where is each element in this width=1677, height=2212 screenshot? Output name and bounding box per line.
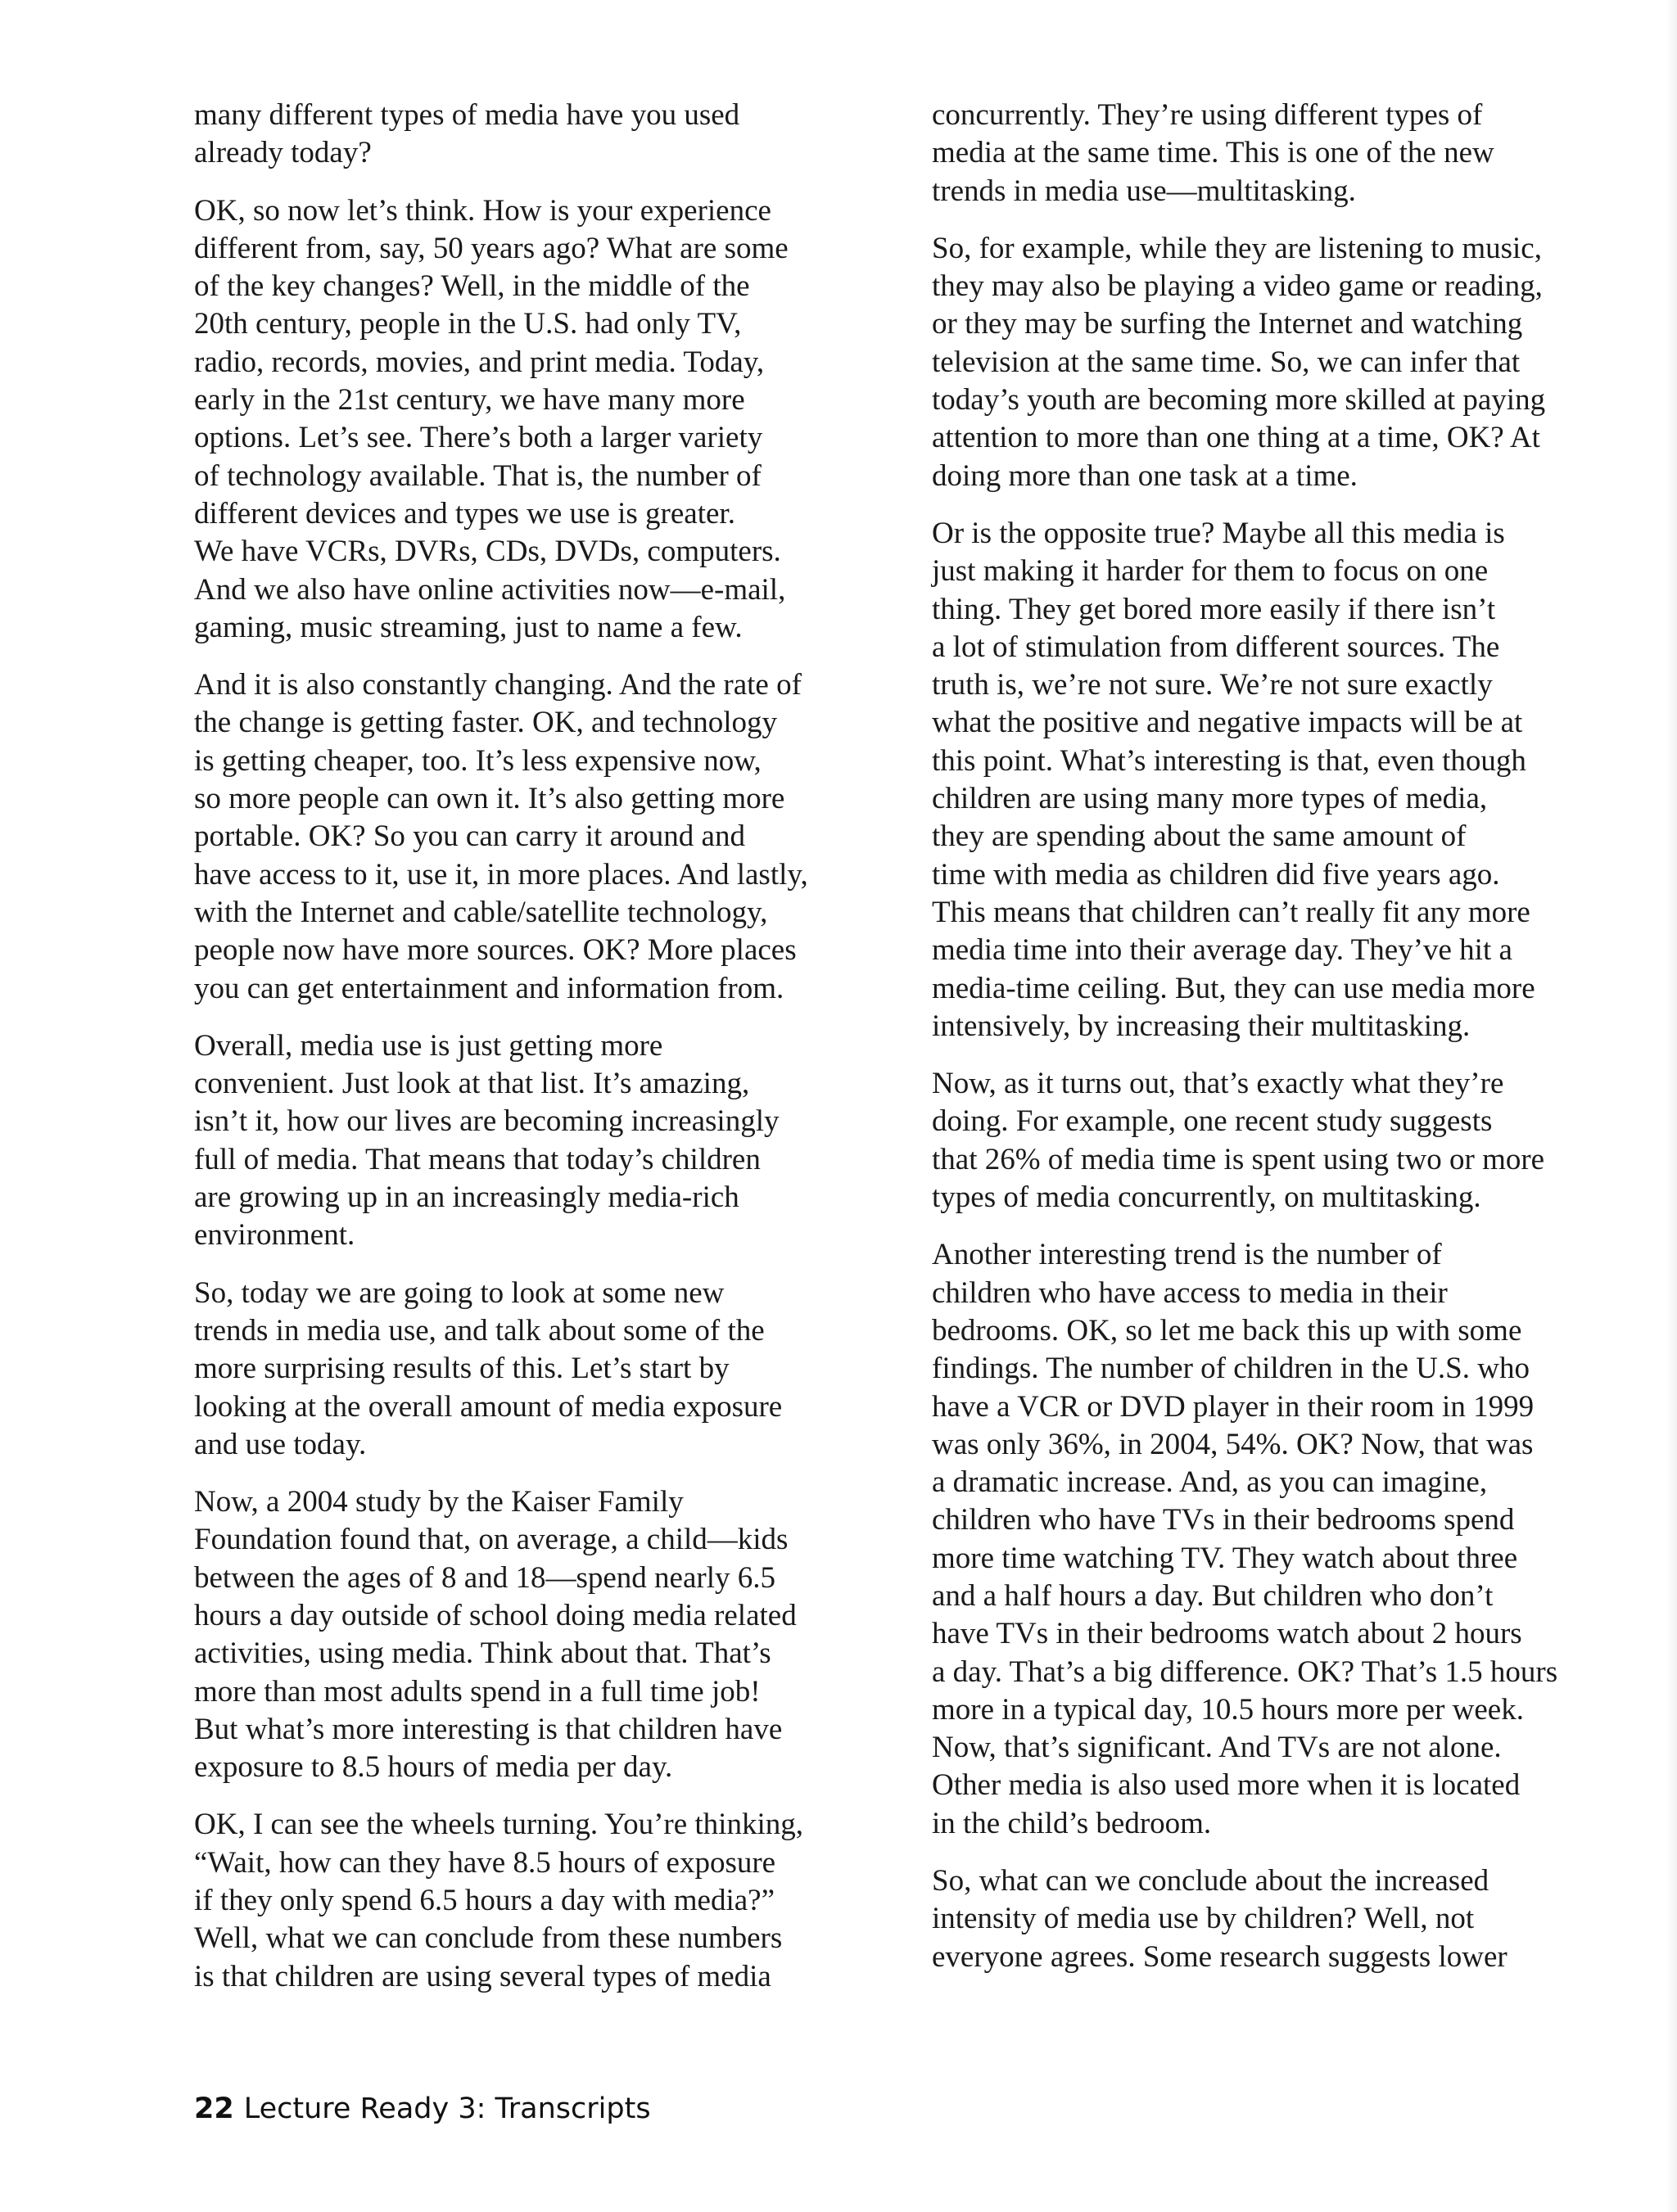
paragraph [194,1483,874,1786]
text-line: different from, say, 50 years ago? What are some [194,231,789,265]
text-line: the change is getting faster. OK, and technology [194,706,778,740]
text-line: is getting cheaper, too. It’s less expensive now, [194,743,762,778]
text-line: is that children are using several types of media [194,1959,771,1993]
text-line: So, for example, while they are listening to music, [932,231,1542,265]
text-line: But what’s more interesting is that children have [194,1712,783,1746]
text-line: media-time ceiling. But, they can use media more [932,971,1535,1005]
text-line: more than most adults spend in a full time job! [194,1674,761,1709]
text-line: Overall, media use is just getting more [194,1028,663,1063]
text-line: OK, so now let’s think. How is your experience [194,193,771,228]
paragraph [932,515,1624,1045]
text-line: a lot of stimulation from different sources. The [932,630,1500,664]
scan-edge-shadow [1666,0,1677,2212]
text-line: findings. The number of children in the U.S. who [932,1352,1530,1386]
text-line: Now, a 2004 study by the Kaiser Family [194,1485,684,1519]
text-line: children are using many more types of media, [932,782,1488,816]
text-line: or they may be surfing the Internet and watching [932,307,1523,341]
text-line: today’s youth are becoming more skilled at paying [932,383,1546,418]
left-column [194,97,874,2016]
text-line: you can get entertainment and information from. [194,971,784,1005]
text-line: children who have access to media in their [932,1275,1448,1310]
text-line: already today? [194,136,372,170]
text-line: everyone agrees. Some research suggests lower [932,1939,1507,1974]
text-line: intensively, by increasing their multitasking. [932,1009,1471,1043]
text-line: Another interesting trend is the number of [932,1238,1442,1272]
text-line: have a VCR or DVD player in their room in 1999 [932,1389,1535,1424]
paragraph [194,1275,874,1464]
text-line: in the child’s bedroom. [932,1806,1212,1840]
text-line: a dramatic increase. And, as you can imagine, [932,1465,1488,1500]
text-line: options. Let’s see. There’s both a larger variety [194,421,763,455]
text-line: different devices and types we use is greater. [194,496,735,530]
paragraph [932,230,1624,495]
text-line: so more people can own it. It’s also getting more [194,782,785,816]
page-number: 22 [194,2092,234,2125]
text-line: if they only spend 6.5 hours a day with media?” [194,1884,775,1918]
paragraph [194,1806,874,1995]
paragraph [932,1065,1624,1217]
text-line: hours a day outside of school doing media related [194,1598,797,1632]
text-line: isn’t it, how our lives are becoming increasingly [194,1104,780,1139]
text-line: they are spending about the same amount of [932,819,1467,854]
text-line: OK, I can see the wheels turning. You’re thinking, [194,1808,803,1842]
text-line: with the Internet and cable/satellite technology, [194,895,768,929]
text-line: activities, using media. Think about that. That’s [194,1636,771,1671]
text-line: just making it harder for them to focus on one [932,554,1489,589]
text-line: television at the same time. So, we can infer that [932,345,1521,379]
text-line: So, what can we conclude about the increased [932,1864,1489,1898]
text-line: more in a typical day, 10.5 hours more per week. [932,1692,1524,1727]
text-line: “Wait, how can they have 8.5 hours of exposure [194,1845,776,1880]
text-line: attention to more than one thing at a time, OK? At [932,421,1540,455]
text-line: Now, as it turns out, that’s exactly what they’re [932,1067,1504,1101]
text-line: types of media concurrently, on multitasking. [932,1180,1481,1215]
page-footer [194,2092,651,2125]
text-line: intensity of media use by children? Well, not [932,1902,1475,1936]
text-line: And it is also constantly changing. And the rate of [194,668,802,702]
text-line: of technology available. That is, the number of [194,458,762,493]
text-line: 20th century, people in the U.S. had only TV, [194,307,742,341]
text-line: full of media. That means that today’s children [194,1142,761,1176]
text-line: Or is the opposite true? Maybe all this media is [932,516,1505,550]
text-line: what the positive and negative impacts will be at [932,706,1523,740]
paragraph [194,192,874,648]
text-line: Foundation found that, on average, a child—kids [194,1523,789,1557]
text-line: concurrently. They’re using different types of [932,98,1483,132]
text-line: truth is, we’re not sure. We’re not sure exactly [932,668,1493,702]
text-line: have access to it, use it, in more places. And lastly, [194,857,808,892]
text-line: trends in media use, and talk about some of the [194,1313,765,1348]
running-title: Lecture Ready 3: Transcripts [243,2092,651,2125]
text-line: portable. OK? So you can carry it around and [194,819,745,854]
text-line: they may also be playing a video game or reading, [932,269,1543,304]
text-line: thing. They get bored more easily if there isn’t [932,592,1496,626]
text-line: doing. For example, one recent study suggests [932,1104,1493,1139]
text-line: children who have TVs in their bedrooms spend [932,1503,1515,1537]
text-line: are growing up in an increasingly media-rich [194,1180,739,1215]
text-line: convenient. Just look at that list. It’s amazing, [194,1067,750,1101]
paragraph [194,1027,874,1255]
paragraph [932,1236,1624,1843]
right-column [932,97,1624,1996]
text-line: a day. That’s a big difference. OK? That’s 1.5 hours [932,1654,1558,1689]
text-line: between the ages of 8 and 18—spend nearly 6.5 [194,1560,775,1595]
text-line: early in the 21st century, we have many more [194,383,745,418]
text-line: And we also have online activities now—e-mail, [194,572,786,607]
text-line: bedrooms. OK, so let me back this up with some [932,1313,1522,1348]
text-line: was only 36%, in 2004, 54%. OK? Now, that was [932,1427,1534,1461]
text-line: media at the same time. This is one of the new [932,136,1494,170]
paragraph [932,1862,1624,1976]
text-line: of the key changes? Well, in the middle of the [194,269,750,304]
text-line: So, today we are going to look at some new [194,1275,725,1310]
text-line: radio, records, movies, and print media. Today, [194,345,765,379]
paragraph [194,666,874,1008]
text-line: time with media as children did five years ago. [932,857,1500,892]
text-line: trends in media use—multitasking. [932,174,1356,208]
text-line: more surprising results of this. Let’s start by [194,1352,730,1386]
text-line: exposure to 8.5 hours of media per day. [194,1750,673,1785]
text-line: doing more than one task at a time. [932,458,1358,493]
text-line: Now, that’s significant. And TVs are not alone. [932,1731,1502,1765]
text-line: We have VCRs, DVRs, CDs, DVDs, computers. [194,535,781,569]
text-line: gaming, music streaming, just to name a few. [194,610,743,644]
text-line: this point. What’s interesting is that, even though [932,743,1526,778]
text-line: more time watching TV. They watch about three [932,1541,1518,1575]
text-line: Well, what we can conclude from these numbers [194,1921,783,1956]
text-line: media time into their average day. They’ve hit a [932,933,1512,968]
text-line: that 26% of media time is spent using two or more [932,1142,1545,1176]
text-line: people now have more sources. OK? More places [194,933,797,968]
text-line: Other media is also used more when it is located [932,1768,1521,1803]
text-line: environment. [194,1218,355,1253]
text-line: looking at the overall amount of media exposure [194,1389,783,1424]
text-line: many different types of media have you used [194,98,740,132]
text-line: and a half hours a day. But children who don’t [932,1578,1494,1613]
text-line: have TVs in their bedrooms watch about 2 hours [932,1617,1522,1651]
paragraph [932,97,1624,210]
text-line: This means that children can’t really fit any more [932,895,1530,929]
paragraph [194,97,874,173]
text-line: and use today. [194,1427,367,1461]
